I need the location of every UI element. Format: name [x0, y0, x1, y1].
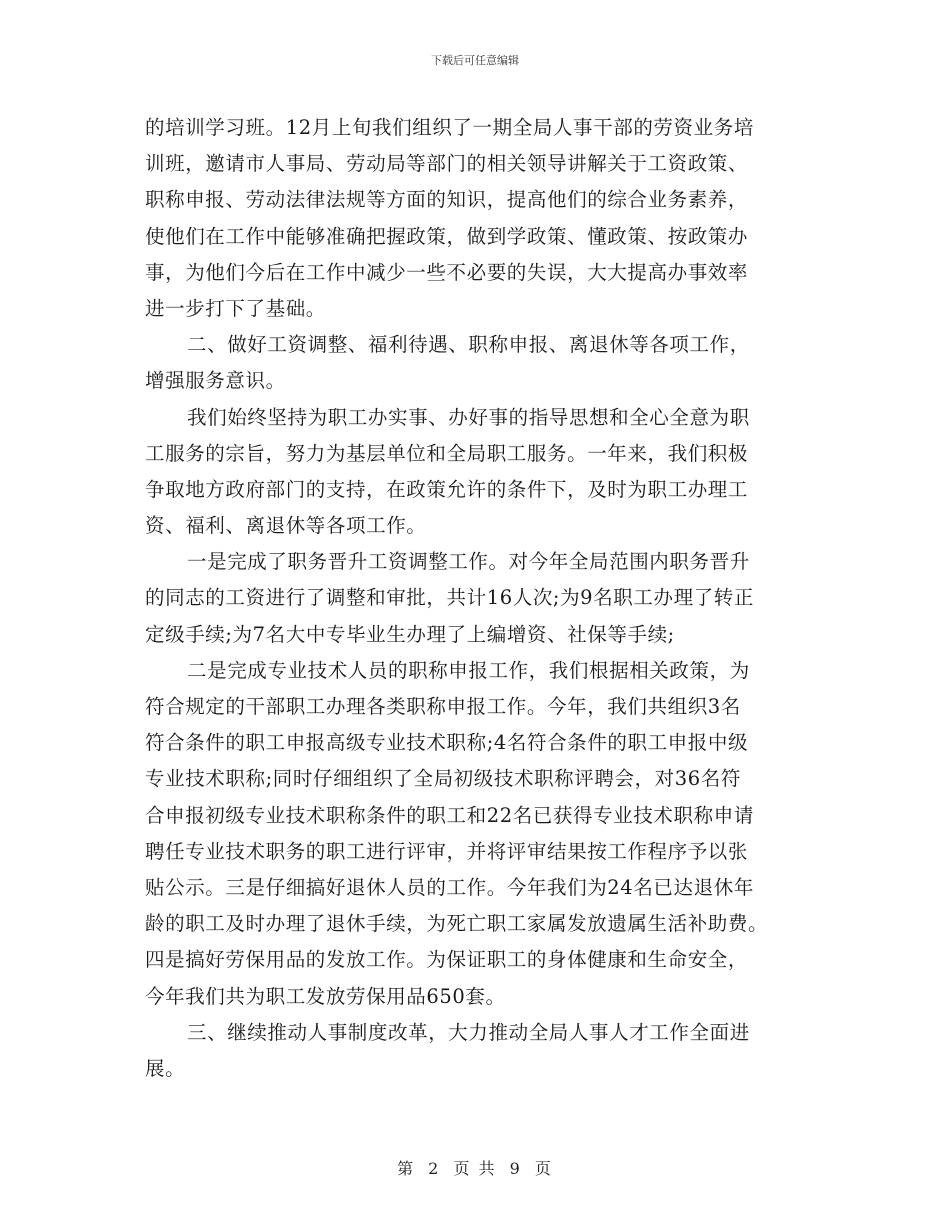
page-header-note: 下载后可任意编辑	[431, 54, 519, 67]
footer-middle: 页 共	[453, 1159, 497, 1178]
text-line: 专业技术职称;同时仔细组织了全局初级技术职称评聘会，对36名符	[145, 767, 741, 791]
section-heading-line: 增强服务意识。	[145, 369, 286, 393]
document-body	[145, 110, 815, 1087]
text-line: 的同志的工资进行了调整和审批，共计16人次;为9名职工办理了转正	[145, 586, 754, 610]
text-line: 训班，邀请市人事局、劳动局等部门的相关领导讲解关于工资政策、	[145, 152, 749, 176]
section-heading-line: 二、做好工资调整、福利待遇、职称申报、离退休等各项工作，	[187, 333, 750, 357]
text-line: 工服务的宗旨，努力为基层单位和全局职工服务。一年来，我们积极	[145, 441, 749, 465]
text-line: 一是完成了职务晋升工资调整工作。对今年全局范围内职务晋升	[187, 550, 750, 574]
text-line: 符合条件的职工申报高级专业技术职称;4名符合条件的职工申报中级	[145, 731, 749, 755]
text-line: 四是搞好劳保用品的发放工作。为保证职工的身体健康和生命安全，	[145, 948, 749, 972]
text-line: 进一步打下了基础。	[145, 296, 326, 320]
footer-prefix: 第	[397, 1159, 416, 1178]
text-line: 职称申报、劳动法律法规等方面的知识，提高他们的综合业务素养，	[145, 188, 749, 212]
text-line: 的培训学习班。12月上旬我们组织了一期全局人事干部的劳资业务培	[145, 116, 754, 139]
text-line: 争取地方政府部门的支持，在政策允许的条件下，及时为职工办理工	[145, 477, 749, 501]
footer-suffix: 页	[534, 1159, 553, 1178]
text-line: 资、福利、离退休等各项工作。	[145, 514, 427, 538]
text-line: 事，为他们今后在工作中减少一些不必要的失误，大大提高办事效率	[145, 260, 749, 284]
current-page-number: 2	[428, 1159, 441, 1178]
text-line: 贴公示。三是仔细搞好退休人员的工作。今年我们为24名已达退休年	[145, 875, 754, 899]
page-footer	[0, 1156, 950, 1179]
text-line: 使他们在工作中能够准确把握政策，做到学政策、懂政策、按政策办	[145, 224, 749, 248]
section-heading-line: 展。	[145, 1056, 186, 1080]
text-line: 聘任专业技术职务的职工进行评审，并将评审结果按工作程序予以张	[145, 839, 749, 863]
text-line: 我们始终坚持为职工办实事、办好事的指导思想和全心全意为职	[187, 405, 750, 429]
text-line: 龄的职工及时办理了退休手续，为死亡职工家属发放遗属生活补助费。	[145, 912, 769, 936]
section-heading-line: 三、继续推动人事制度改革，大力推动全局人事人才工作全面进	[187, 1020, 750, 1044]
text-line: 定级手续;为7名大中专毕业生办理了上编增资、社保等手续;	[145, 622, 675, 646]
text-line: 今年我们共为职工发放劳保用品650套。	[145, 984, 506, 1008]
text-line: 符合规定的干部职工办理各类职称申报工作。今年，我们共组织3名	[145, 695, 741, 718]
total-page-count: 9	[509, 1159, 522, 1178]
text-line: 合申报初级专业技术职称条件的职工和22名已获得专业技术职称申请	[145, 803, 754, 827]
text-line: 二是完成专业技术人员的职称申报工作，我们根据相关政策，为	[187, 658, 750, 682]
